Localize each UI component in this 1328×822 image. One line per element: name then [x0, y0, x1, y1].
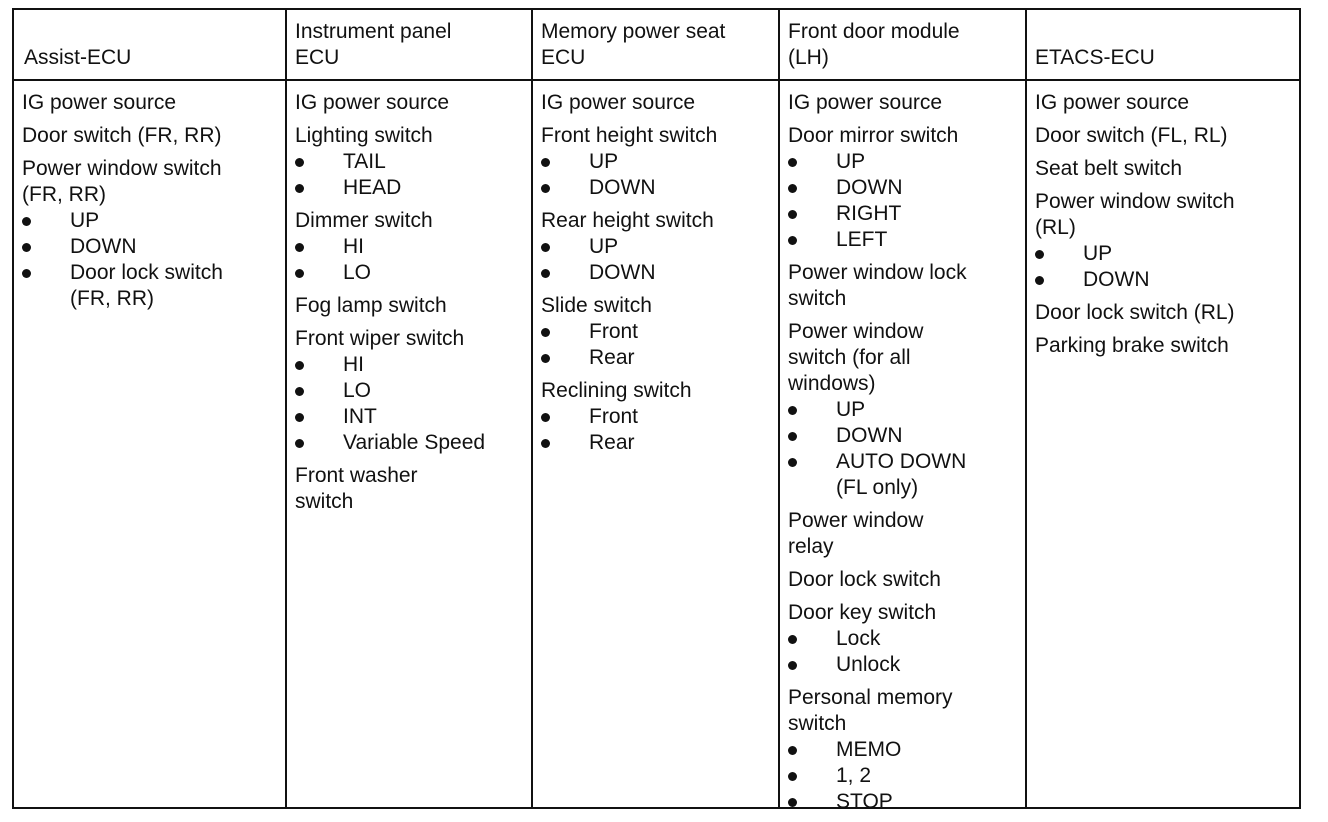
bullet-dot-icon — [541, 158, 550, 167]
switch-item — [541, 208, 775, 286]
bullet-text: UP — [589, 235, 619, 258]
bullet-list — [541, 234, 775, 286]
bullet-item — [295, 149, 529, 175]
bullet-item — [788, 789, 1022, 815]
bullet-text: Variable Speed — [343, 431, 486, 454]
bullet-dot-icon — [788, 432, 797, 441]
bullet-item — [1035, 241, 1297, 267]
bullet-item — [788, 175, 1022, 201]
column-instrument-panel-ecu — [295, 10, 529, 807]
bullet-text: LO — [343, 261, 372, 284]
column-divider — [778, 10, 780, 807]
column-body — [22, 90, 280, 319]
bullet-item — [788, 652, 1022, 678]
switch-item-title: Reclining switch — [541, 379, 692, 402]
bullet-item — [788, 227, 1022, 253]
bullet-text: UP — [836, 398, 866, 421]
column-header-text: Instrument panel ECU — [295, 20, 452, 69]
bullet-text: DOWN — [589, 261, 656, 284]
column-divider — [531, 10, 533, 807]
bullet-dot-icon — [788, 406, 797, 415]
bullet-text: Rear — [589, 346, 635, 369]
bullet-list — [541, 404, 775, 456]
bullet-text: DOWN — [836, 424, 903, 447]
bullet-text: 1, 2 — [836, 764, 872, 787]
bullet-text: DOWN — [1083, 268, 1150, 291]
switch-item-title: Dimmer switch — [295, 209, 433, 232]
switch-item-title: IG power source — [22, 91, 177, 114]
bullet-item — [541, 404, 775, 430]
switch-item — [541, 123, 775, 201]
switch-item-title: Parking brake switch — [1035, 334, 1229, 357]
bullet-text: HI — [343, 235, 364, 258]
switch-item-title: Personal memory switch — [788, 686, 953, 735]
bullet-dot-icon — [295, 158, 304, 167]
column-header-text: ETACS-ECU — [1035, 46, 1155, 69]
bullet-item — [22, 208, 280, 234]
bullet-text: AUTO DOWN (FL only) — [836, 450, 967, 499]
bullet-dot-icon — [788, 158, 797, 167]
switch-item — [1035, 333, 1297, 359]
bullet-list — [295, 149, 529, 201]
bullet-text: UP — [1083, 242, 1113, 265]
bullet-dot-icon — [295, 361, 304, 370]
switch-item — [295, 293, 529, 319]
bullet-dot-icon — [788, 184, 797, 193]
switch-item-title: Lighting switch — [295, 124, 433, 147]
bullet-dot-icon — [295, 243, 304, 252]
switch-item — [788, 508, 1022, 560]
column-header — [541, 10, 775, 79]
bullet-text: INT — [343, 405, 377, 428]
switch-item — [788, 260, 1022, 312]
bullet-item — [788, 423, 1022, 449]
switch-item — [295, 326, 529, 456]
bullet-list — [541, 149, 775, 201]
bullet-text: UP — [589, 150, 619, 173]
switch-item-title: Front wiper switch — [295, 327, 465, 350]
column-header-text: Memory power seat ECU — [541, 20, 726, 69]
column-header — [22, 10, 280, 79]
column-body — [541, 90, 775, 463]
bullet-dot-icon — [541, 439, 550, 448]
bullet-dot-icon — [1035, 276, 1044, 285]
bullet-item — [788, 737, 1022, 763]
switch-item — [1035, 189, 1297, 293]
bullet-dot-icon — [788, 458, 797, 467]
switch-item — [1035, 123, 1297, 149]
bullet-item — [1035, 267, 1297, 293]
switch-item-title: Power window switch (RL) — [1035, 190, 1235, 239]
bullet-text: MEMO — [836, 738, 902, 761]
bullet-dot-icon — [1035, 250, 1044, 259]
bullet-dot-icon — [788, 661, 797, 670]
switch-item — [788, 319, 1022, 501]
switch-item-title: IG power source — [541, 91, 696, 114]
switch-item — [295, 123, 529, 201]
switch-item — [295, 463, 529, 515]
bullet-dot-icon — [541, 243, 550, 252]
switch-item — [295, 90, 529, 116]
bullet-text: Front — [589, 405, 639, 428]
bullet-dot-icon — [541, 184, 550, 193]
bullet-dot-icon — [788, 635, 797, 644]
switch-item-title: Front washer switch — [295, 464, 418, 513]
bullet-item — [541, 345, 775, 371]
column-divider — [285, 10, 287, 807]
switch-item — [541, 293, 775, 371]
switch-item-title: Rear height switch — [541, 209, 714, 232]
bullet-dot-icon — [295, 184, 304, 193]
bullet-item — [788, 626, 1022, 652]
bullet-item — [22, 260, 280, 312]
bullet-item — [788, 763, 1022, 789]
bullet-text: HEAD — [343, 176, 402, 199]
bullet-list — [22, 208, 280, 312]
bullet-text: DOWN — [70, 235, 137, 258]
bullet-dot-icon — [295, 387, 304, 396]
switch-item-title: Power window lock switch — [788, 261, 967, 310]
bullet-text: LO — [343, 379, 372, 402]
bullet-list — [295, 234, 529, 286]
switch-item — [22, 123, 280, 149]
bullet-list — [788, 397, 1022, 501]
bullet-dot-icon — [788, 798, 797, 807]
switch-item-title: IG power source — [788, 91, 943, 114]
bullet-dot-icon — [22, 217, 31, 226]
switch-item-title: Slide switch — [541, 294, 652, 317]
bullet-list — [541, 319, 775, 371]
bullet-text: LEFT — [836, 228, 888, 251]
bullet-item — [295, 430, 529, 456]
switch-item-title: Power window relay — [788, 509, 924, 558]
bullet-dot-icon — [541, 269, 550, 278]
bullet-list — [1035, 241, 1297, 293]
bullet-text: Rear — [589, 431, 635, 454]
bullet-item — [541, 149, 775, 175]
switch-item — [788, 685, 1022, 815]
bullet-dot-icon — [541, 413, 550, 422]
column-header — [1035, 10, 1297, 79]
bullet-item — [541, 319, 775, 345]
switch-item-title: Door switch (FR, RR) — [22, 124, 222, 147]
column-body — [788, 90, 1022, 822]
column-divider — [1025, 10, 1027, 807]
column-front-door-module-lh — [788, 10, 1022, 813]
bullet-item — [541, 175, 775, 201]
column-etacs-ecu — [1035, 10, 1297, 807]
bullet-item — [295, 352, 529, 378]
bullet-text: DOWN — [836, 176, 903, 199]
bullet-dot-icon — [295, 413, 304, 422]
switch-item-title: Seat belt switch — [1035, 157, 1183, 180]
bullet-text: UP — [836, 150, 866, 173]
bullet-text: Unlock — [836, 653, 901, 676]
switch-item — [788, 90, 1022, 116]
bullet-text: Lock — [836, 627, 881, 650]
bullet-text: Front — [589, 320, 639, 343]
bullet-item — [295, 378, 529, 404]
bullet-list — [295, 352, 529, 456]
switch-item-title: Front height switch — [541, 124, 718, 147]
bullet-text: TAIL — [343, 150, 386, 173]
bullet-item — [788, 397, 1022, 423]
column-memory-power-seat-ecu — [541, 10, 775, 807]
bullet-item — [295, 234, 529, 260]
switch-item-title: IG power source — [1035, 91, 1190, 114]
bullet-item — [788, 149, 1022, 175]
switch-item — [1035, 156, 1297, 182]
column-assist-ecu — [22, 10, 280, 807]
switch-item — [295, 208, 529, 286]
switch-item-title: Door switch (FL, RL) — [1035, 124, 1228, 147]
column-header — [295, 10, 529, 79]
bullet-item — [22, 234, 280, 260]
switch-item-title: Door lock switch — [788, 568, 941, 591]
bullet-item — [541, 234, 775, 260]
bullet-dot-icon — [788, 210, 797, 219]
switch-item — [788, 123, 1022, 253]
bullet-dot-icon — [788, 746, 797, 755]
switch-item — [22, 156, 280, 312]
bullet-list — [788, 149, 1022, 253]
bullet-item — [541, 430, 775, 456]
bullet-text: HI — [343, 353, 364, 376]
bullet-dot-icon — [788, 772, 797, 781]
bullet-text: STOP — [836, 790, 893, 813]
bullet-dot-icon — [22, 243, 31, 252]
bullet-dot-icon — [295, 269, 304, 278]
switch-item-title: Door key switch — [788, 601, 937, 624]
column-header-text: Assist-ECU — [24, 46, 132, 69]
bullet-item — [788, 201, 1022, 227]
switch-item-title: Power window switch (FR, RR) — [22, 157, 222, 206]
switch-item — [1035, 300, 1297, 326]
bullet-list — [788, 626, 1022, 678]
column-header — [788, 10, 1022, 79]
bullet-text: DOWN — [589, 176, 656, 199]
switch-item — [1035, 90, 1297, 116]
bullet-list — [788, 737, 1022, 815]
ecu-input-table — [12, 8, 1301, 813]
bullet-item — [541, 260, 775, 286]
bullet-dot-icon — [295, 439, 304, 448]
bullet-item — [295, 260, 529, 286]
switch-item-title: Door lock switch (RL) — [1035, 301, 1235, 324]
switch-item — [788, 567, 1022, 593]
switch-item — [541, 378, 775, 456]
bullet-dot-icon — [788, 236, 797, 245]
switch-item — [22, 90, 280, 116]
column-header-text: Front door module (LH) — [788, 20, 960, 69]
switch-item — [541, 90, 775, 116]
bullet-text: UP — [70, 209, 100, 232]
switch-item — [788, 600, 1022, 678]
bullet-item — [788, 449, 1022, 501]
bullet-dot-icon — [22, 269, 31, 278]
bullet-dot-icon — [541, 354, 550, 363]
column-body — [1035, 90, 1297, 366]
bullet-text: Door lock switch (FR, RR) — [70, 261, 223, 310]
bullet-dot-icon — [541, 328, 550, 337]
switch-item-title: IG power source — [295, 91, 450, 114]
bullet-text: RIGHT — [836, 202, 902, 225]
switch-item-title: Door mirror switch — [788, 124, 959, 147]
column-body — [295, 90, 529, 522]
bullet-item — [295, 404, 529, 430]
switch-item-title: Fog lamp switch — [295, 294, 447, 317]
switch-item-title: Power window switch (for all windows) — [788, 320, 924, 395]
bullet-item — [295, 175, 529, 201]
